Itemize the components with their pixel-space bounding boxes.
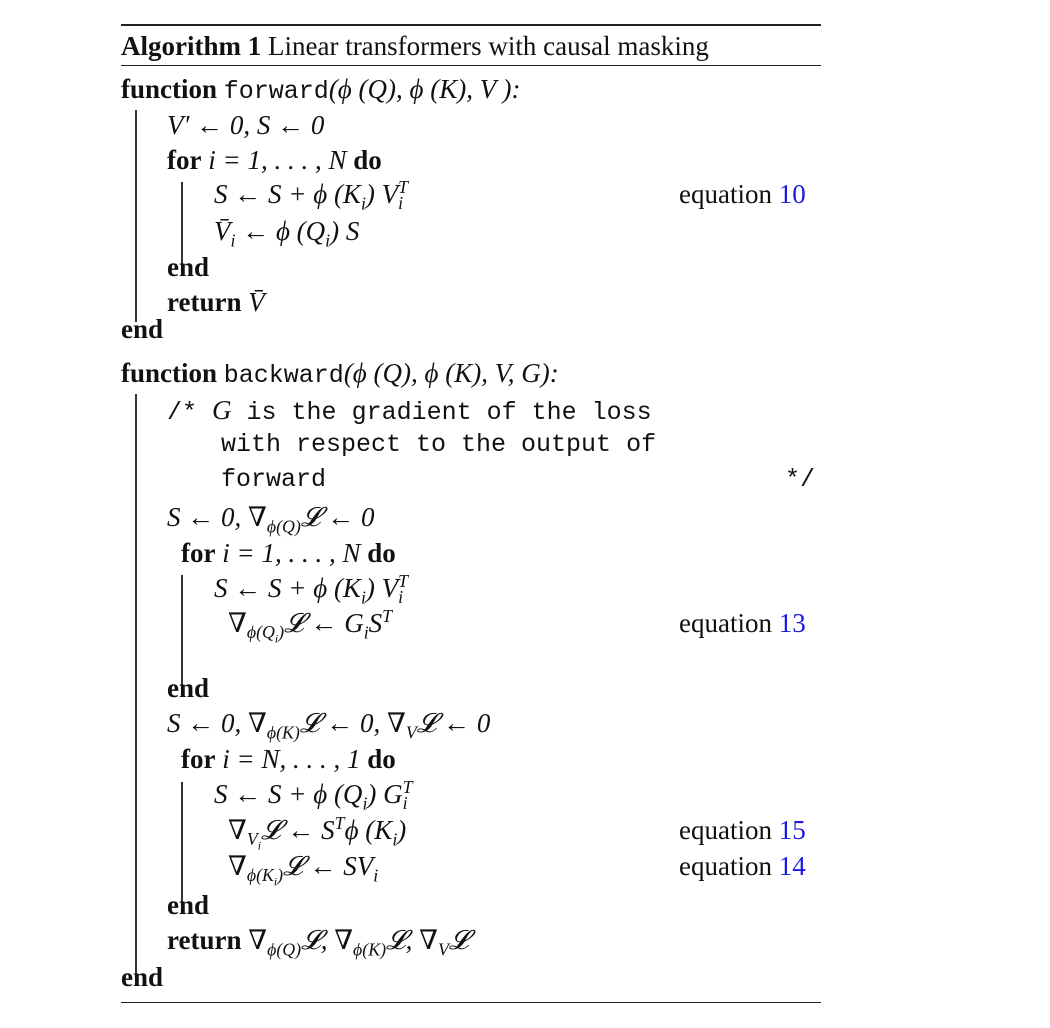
txt: ϕ(K bbox=[246, 865, 274, 886]
txt: equation bbox=[679, 815, 772, 845]
equation-10-link[interactable]: 10 bbox=[778, 179, 806, 209]
kw-for: for bbox=[181, 538, 216, 568]
txt: 𝓛 ← 0 bbox=[416, 708, 491, 738]
forward-vbar-update bbox=[214, 216, 360, 251]
txt: 𝓛 ← SV bbox=[283, 851, 374, 881]
algorithm-block bbox=[121, 24, 821, 1006]
txt: ) G bbox=[367, 779, 403, 809]
txt: T bbox=[334, 813, 345, 833]
kw-return: return bbox=[167, 287, 242, 317]
kw-function: function bbox=[121, 358, 218, 388]
forward-init: V′ ← 0, S ← 0 bbox=[167, 110, 325, 140]
txt: i bbox=[398, 587, 404, 608]
kw-do: do bbox=[353, 145, 382, 175]
txt: V̄ bbox=[248, 287, 265, 317]
backward-comment-line1 bbox=[167, 397, 652, 425]
backward-comment-line2: with respect to the output of bbox=[221, 430, 657, 459]
txt: is the gradient of the loss bbox=[246, 398, 652, 427]
equation-13-link[interactable]: 13 bbox=[778, 608, 806, 638]
txt: ϕ(Q) bbox=[267, 939, 302, 960]
txt: ϕ (K bbox=[344, 815, 393, 845]
backward-init1 bbox=[167, 502, 375, 537]
backward-loop1-bar bbox=[181, 575, 183, 685]
txt: S ← S + ϕ (K bbox=[214, 179, 361, 209]
txt: 𝓛 ← 0, ∇ bbox=[299, 708, 406, 738]
bottom-rule bbox=[121, 1002, 821, 1003]
backward-args: (ϕ (Q), ϕ (K), V, G): bbox=[343, 358, 559, 388]
kw-do: do bbox=[367, 744, 396, 774]
txt: V bbox=[438, 939, 449, 960]
backward-signature bbox=[121, 360, 559, 388]
txt: /* bbox=[167, 398, 198, 427]
txt: i bbox=[230, 230, 236, 251]
backward-loop1-grad bbox=[228, 606, 393, 646]
backward-eq13-ref bbox=[679, 610, 806, 637]
txt: i bbox=[325, 230, 331, 251]
forward-args: (ϕ (Q), ϕ (K), V ): bbox=[328, 74, 521, 104]
txt: i bbox=[360, 193, 366, 214]
txt: equation bbox=[679, 608, 772, 638]
txt: ∇ bbox=[228, 608, 247, 638]
txt: i bbox=[274, 632, 279, 646]
backward-eq15-ref bbox=[679, 817, 806, 844]
backward-loop2-gradv bbox=[228, 813, 407, 853]
txt: S ← 0, ∇ bbox=[167, 708, 267, 738]
txt: i bbox=[360, 587, 366, 608]
header-rule bbox=[121, 65, 821, 66]
txt: T bbox=[402, 777, 413, 797]
txt: ∇ bbox=[228, 815, 247, 845]
txt: ϕ(Q) bbox=[266, 516, 301, 537]
backward-return bbox=[167, 925, 469, 960]
forward-end: end bbox=[121, 314, 164, 344]
forward-name: forward bbox=[223, 77, 329, 106]
forward-loop-end: end bbox=[167, 252, 210, 282]
kw-function: function bbox=[121, 74, 218, 104]
algorithm-label: Algorithm 1 bbox=[121, 31, 262, 61]
txt: S bbox=[368, 608, 383, 638]
backward-init2 bbox=[167, 708, 491, 743]
backward-for2 bbox=[181, 746, 396, 773]
algorithm-title: Linear transformers with causal masking bbox=[267, 31, 709, 61]
txt: equation bbox=[679, 851, 772, 881]
txt: equation bbox=[679, 179, 772, 209]
txt: i bbox=[373, 865, 379, 886]
forward-s-update bbox=[214, 177, 409, 214]
backward-end: end bbox=[121, 962, 164, 992]
txt: ) S bbox=[330, 216, 360, 246]
txt: T bbox=[382, 606, 393, 626]
txt: V̄ bbox=[214, 216, 231, 246]
forward-eq-ref bbox=[679, 181, 806, 208]
equation-14-link[interactable]: 14 bbox=[778, 851, 806, 881]
txt: 𝓛, ∇ bbox=[386, 925, 438, 955]
txt: ) bbox=[397, 815, 407, 845]
kw-return: return bbox=[167, 925, 242, 955]
backward-loop2-end: end bbox=[167, 890, 210, 920]
txt: ϕ(K) bbox=[353, 939, 387, 960]
txt: 𝓛, ∇ bbox=[301, 925, 354, 955]
forward-loop-range: i = 1, . . . , N bbox=[208, 145, 347, 175]
txt: i bbox=[362, 793, 368, 814]
forward-body-bar bbox=[135, 110, 137, 322]
txt: ϕ(Q bbox=[246, 622, 275, 643]
txt: 𝓛 bbox=[448, 925, 469, 955]
txt: i bbox=[273, 875, 278, 889]
backward-eq14-ref bbox=[679, 853, 806, 880]
txt: ) V bbox=[365, 573, 399, 603]
txt: T bbox=[398, 177, 409, 197]
txt: T bbox=[398, 571, 409, 591]
txt: 𝓛 ← 0 bbox=[300, 502, 375, 532]
backward-for1 bbox=[181, 540, 396, 567]
txt: ) bbox=[277, 865, 284, 886]
txt: i = 1, . . . , N bbox=[222, 538, 361, 568]
txt: ) V bbox=[365, 179, 399, 209]
backward-body-bar bbox=[135, 394, 137, 982]
txt: ∇ bbox=[228, 851, 247, 881]
backward-comment-line3: forward bbox=[221, 465, 327, 494]
backward-name: backward bbox=[223, 361, 344, 390]
kw-for: for bbox=[181, 744, 216, 774]
backward-loop2-s bbox=[214, 777, 413, 814]
txt: i = N, . . . , 1 bbox=[222, 744, 361, 774]
txt: i bbox=[392, 829, 398, 850]
txt: G bbox=[212, 395, 232, 425]
forward-for bbox=[167, 147, 382, 174]
txt: i bbox=[398, 193, 404, 214]
txt: V bbox=[405, 722, 417, 743]
kw-for: for bbox=[167, 145, 202, 175]
forward-signature bbox=[121, 76, 520, 104]
backward-loop2-gradk bbox=[228, 851, 379, 889]
backward-loop1-end: end bbox=[167, 673, 210, 703]
txt: ∇ bbox=[248, 925, 268, 955]
top-rule bbox=[121, 24, 821, 26]
txt: 𝓛 ← G bbox=[284, 608, 364, 638]
equation-15-link[interactable]: 15 bbox=[778, 815, 806, 845]
backward-comment-close: */ bbox=[785, 465, 816, 494]
txt: ) bbox=[278, 622, 285, 643]
txt: V bbox=[246, 829, 258, 850]
algorithm-caption bbox=[121, 33, 709, 60]
backward-loop1-s bbox=[214, 571, 409, 608]
txt: ϕ(K) bbox=[266, 722, 300, 743]
kw-do: do bbox=[367, 538, 396, 568]
forward-return bbox=[167, 289, 265, 316]
txt: ← ϕ (Q bbox=[235, 216, 326, 246]
txt: i bbox=[363, 622, 369, 643]
txt: S ← 0, ∇ bbox=[167, 502, 267, 532]
txt: S ← S + ϕ (K bbox=[214, 573, 361, 603]
txt: i bbox=[402, 793, 408, 814]
txt: i bbox=[257, 839, 262, 853]
txt: 𝓛 ← S bbox=[261, 815, 335, 845]
txt: S ← S + ϕ (Q bbox=[214, 779, 363, 809]
